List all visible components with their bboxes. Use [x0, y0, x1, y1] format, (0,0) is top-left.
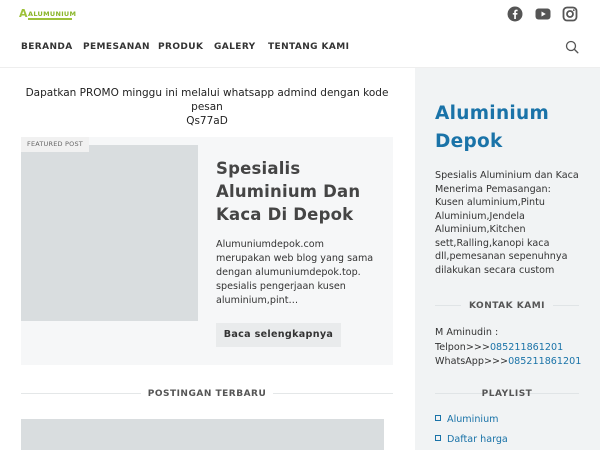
- sidebar-title-line: Aluminium: [435, 103, 550, 124]
- latest-post-image[interactable]: [21, 419, 384, 450]
- nav-item-pemesanan[interactable]: PEMESANAN: [83, 42, 150, 52]
- playlist-item-aluminium[interactable]: [435, 413, 499, 427]
- contact-name: M Aminudin :: [435, 327, 499, 338]
- desc-line: dilakukan secara custom: [435, 264, 555, 276]
- youtube-icon[interactable]: [535, 6, 551, 22]
- whatsapp-label: WhatsApp>>>: [435, 356, 509, 367]
- desc-line: Aluminium,Jendela: [435, 210, 525, 222]
- kontak-kami-heading: [435, 299, 579, 313]
- nav-item-galery[interactable]: GALERY: [214, 42, 256, 52]
- promo-line-2: Qs77aD: [186, 115, 228, 127]
- desc-line: Kusen aluminium,Pintu: [435, 197, 545, 208]
- excerpt-line: spesialis pengerjaan kusen: [216, 281, 346, 292]
- featured-post-title[interactable]: [216, 157, 386, 226]
- contact-whatsapp: [435, 355, 595, 370]
- latest-posts-label: POSTINGAN TERBARU: [147, 389, 267, 399]
- telpon-link[interactable]: 085211861201: [489, 341, 564, 353]
- playlist-item-daftar-harga[interactable]: [435, 433, 508, 447]
- playlist-item-label: Daftar harga: [447, 434, 508, 445]
- sidebar-description: [435, 169, 585, 277]
- square-bullet-icon: [435, 435, 441, 441]
- kontak-kami-label: KONTAK KAMI: [468, 301, 545, 311]
- read-more-button[interactable]: Baca selengkapnya: [216, 323, 341, 347]
- desc-line: Aluminium,Kitchen: [435, 224, 526, 235]
- site-logo[interactable]: [19, 7, 77, 20]
- featured-post-excerpt: [216, 238, 386, 308]
- promo-line-1: Dapatkan PROMO minggu ini melalui whatsapp admind dengan kode pesan: [25, 87, 389, 113]
- search-icon[interactable]: [565, 40, 579, 54]
- playlist-item-label: Aluminium: [447, 414, 499, 425]
- playlist-label: PLAYLIST: [481, 389, 533, 399]
- sidebar: [415, 68, 600, 450]
- logo-text: ALUMUNIUM: [28, 10, 77, 18]
- logo-underline: [28, 18, 72, 20]
- instagram-icon[interactable]: [562, 6, 578, 22]
- main-nav: [0, 38, 600, 58]
- desc-line: sett,Ralling,kanopi kaca: [435, 237, 550, 249]
- logo-mark: A: [19, 7, 28, 20]
- whatsapp-link[interactable]: 085211861201: [508, 356, 582, 367]
- nav-item-produk[interactable]: PRODUK: [158, 42, 204, 52]
- featured-post-badge: FEATURED POST: [21, 137, 89, 152]
- telpon-label: Telpon>>>: [435, 341, 490, 353]
- contact-info: [435, 326, 595, 370]
- featured-title-line: Spesialis: [216, 159, 301, 178]
- featured-post-image[interactable]: [21, 145, 198, 321]
- latest-posts-heading: [21, 384, 393, 404]
- promo-text: [22, 86, 392, 128]
- excerpt-line: Alumuniumdepok.com: [216, 239, 324, 250]
- facebook-icon[interactable]: [507, 6, 523, 22]
- sidebar-title: [435, 100, 595, 156]
- top-bar: [0, 0, 600, 30]
- excerpt-line: merupakan web blog yang sama: [216, 253, 374, 264]
- excerpt-line: aluminium,pint…: [216, 295, 299, 306]
- desc-line: Spesialis Aluminium dan Kaca: [435, 170, 579, 181]
- featured-title-line: Kaca Di Depok: [216, 205, 354, 224]
- desc-line: Menerima Pemasangan:: [435, 183, 551, 195]
- nav-item-beranda[interactable]: BERANDA: [21, 42, 73, 52]
- excerpt-line: dengan alumuniumdepok.top.: [216, 267, 361, 278]
- featured-title-line: Aluminium Dan: [216, 182, 361, 201]
- sidebar-title-line: Depok: [435, 131, 503, 152]
- square-bullet-icon: [435, 415, 441, 421]
- featured-post-card: [21, 137, 393, 365]
- playlist-heading: [435, 387, 579, 401]
- nav-item-tentang-kami[interactable]: TENTANG KAMI: [268, 42, 350, 52]
- contact-telpon: [435, 341, 595, 356]
- desc-line: dll,pemesanan sepenuhnya: [435, 251, 568, 262]
